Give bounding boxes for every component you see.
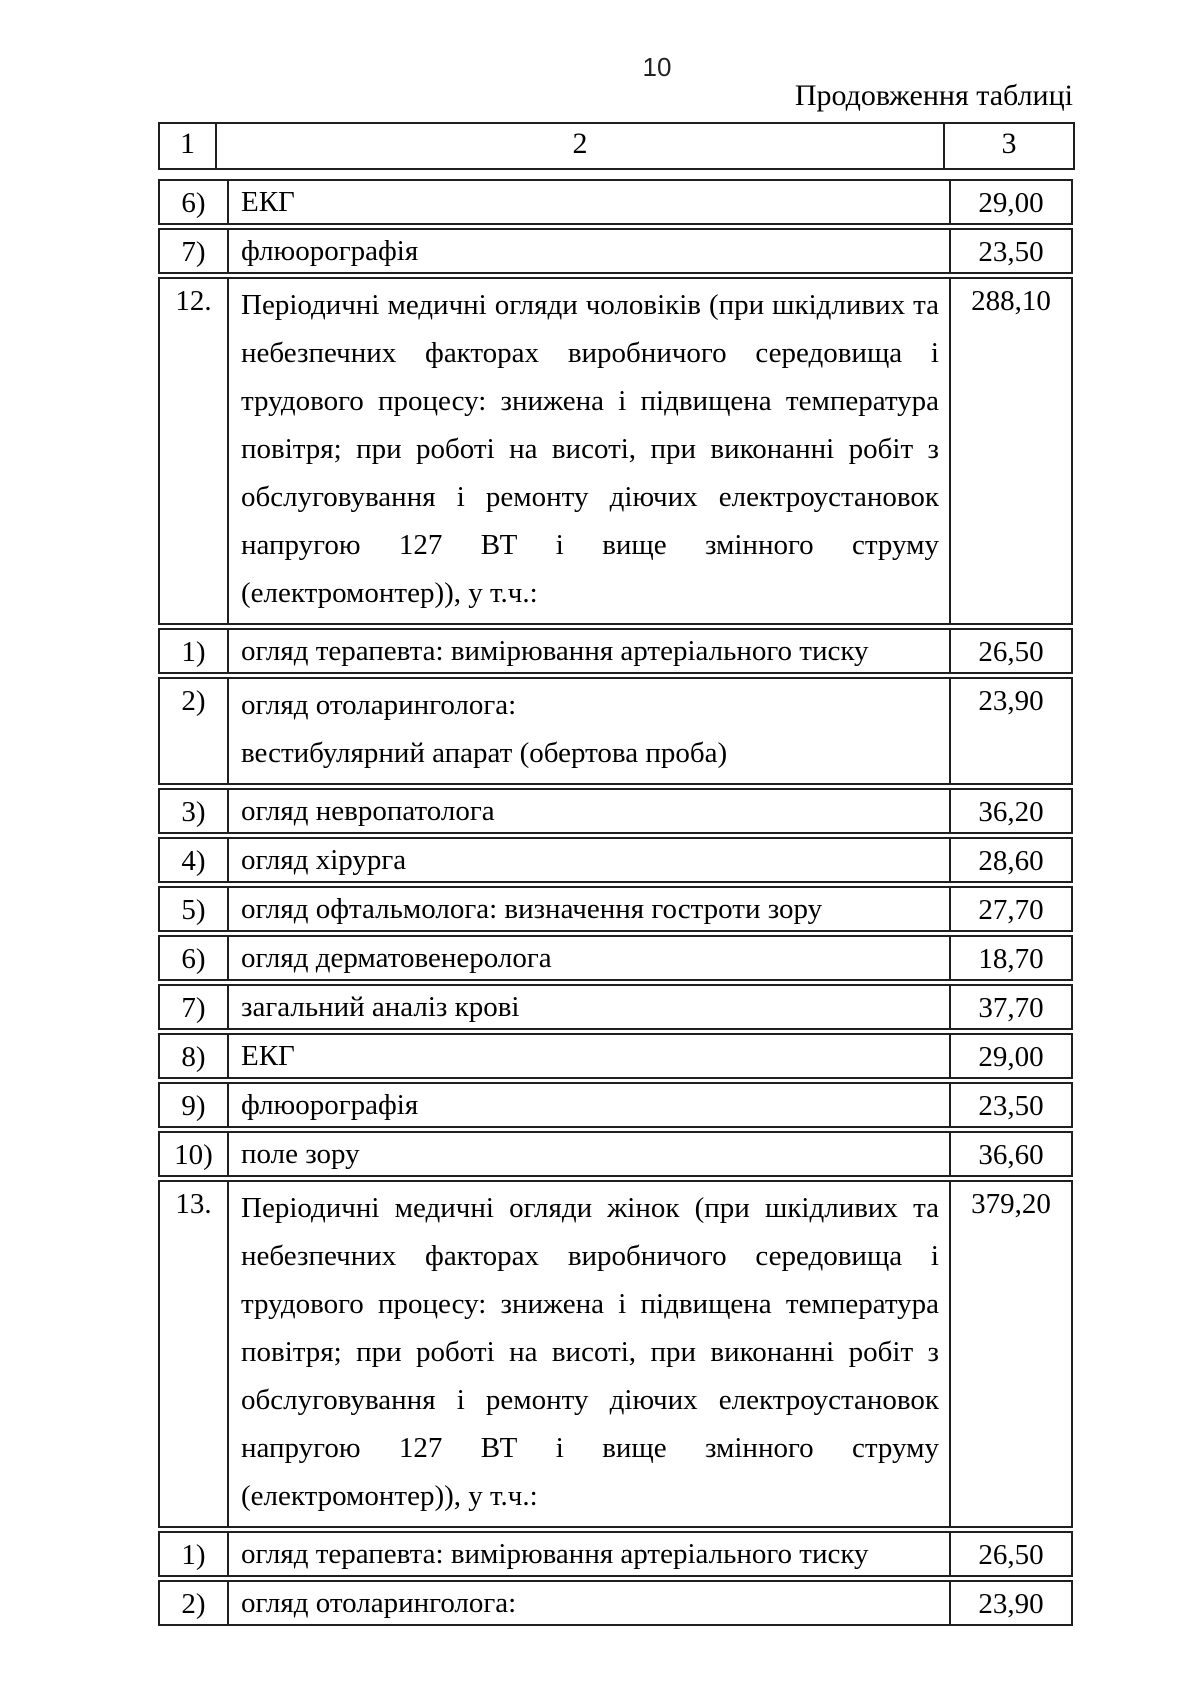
description-line: повітря; при роботі на висоті, при виконанні робіт з xyxy=(241,1336,939,1368)
service-description-cell: флюорографія xyxy=(228,228,950,274)
page-number: 10 xyxy=(642,52,672,82)
service-description-cell: ЕКГ xyxy=(228,179,950,225)
table-row xyxy=(158,277,1073,625)
service-description-cell xyxy=(228,277,950,625)
price-cell: 26,50 xyxy=(950,1531,1073,1577)
table-row xyxy=(158,1531,1073,1577)
column-index-1: 1 xyxy=(159,123,216,169)
row-number-cell: 7) xyxy=(158,228,228,274)
price-cell: 29,00 xyxy=(950,1033,1073,1079)
price-cell: 18,70 xyxy=(950,935,1073,981)
price-cell: 288,10 xyxy=(950,277,1073,625)
service-description-cell: огляд терапевта: вимірювання артеріального тиску xyxy=(228,1531,950,1577)
row-number-cell: 2) xyxy=(158,677,228,785)
service-description-cell: огляд дерматовенеролога xyxy=(228,935,950,981)
description-line: небезпечних факторах виробничого середовища і xyxy=(241,337,939,369)
price-cell: 23,90 xyxy=(950,677,1073,785)
description-line: обслуговування і ремонту діючих електроустановок xyxy=(241,481,939,513)
price-cell: 23,50 xyxy=(950,1082,1073,1128)
service-description-cell: огляд невропатолога xyxy=(228,788,950,834)
row-number-cell: 4) xyxy=(158,837,228,883)
table-row xyxy=(158,837,1073,883)
service-description-cell xyxy=(228,677,950,785)
table-row xyxy=(158,935,1073,981)
table-row xyxy=(158,628,1073,674)
service-description-cell: огляд хірурга xyxy=(228,837,950,883)
description-line: вестибулярний апарат (обертова проба) xyxy=(241,737,728,769)
price-cell: 29,00 xyxy=(950,179,1073,225)
table-row xyxy=(158,1180,1073,1528)
price-cell: 28,60 xyxy=(950,837,1073,883)
price-cell: 37,70 xyxy=(950,984,1073,1030)
row-number-cell: 10) xyxy=(158,1131,228,1177)
row-number-cell: 6) xyxy=(158,935,228,981)
price-cell: 23,50 xyxy=(950,228,1073,274)
price-cell: 36,60 xyxy=(950,1131,1073,1177)
service-description-cell: флюорографія xyxy=(228,1082,950,1128)
table-row xyxy=(158,1131,1073,1177)
description-line: напругою 127 ВТ і вище змінного струму xyxy=(241,1432,939,1464)
service-description-cell xyxy=(228,1180,950,1528)
row-number-cell: 9) xyxy=(158,1082,228,1128)
price-table-body xyxy=(158,179,1073,1626)
row-number-cell: 8) xyxy=(158,1033,228,1079)
column-index-2: 2 xyxy=(216,123,944,169)
table-continuation-caption: Продовження таблиці xyxy=(794,79,1073,112)
description-line: Періодичні медичні огляди чоловіків (при шкідливих та xyxy=(241,289,939,321)
row-number-cell: 1) xyxy=(158,1531,228,1577)
row-number-cell: 1) xyxy=(158,628,228,674)
column-index-row xyxy=(159,123,1074,169)
table-row xyxy=(158,788,1073,834)
description-line: (електромонтер)), у т.ч.: xyxy=(241,1480,538,1512)
service-description-cell: огляд офтальмолога: визначення гостроти зору xyxy=(228,886,950,932)
description-line: Періодичні медичні огляди жінок (при шкідливих та xyxy=(241,1192,939,1224)
service-description-cell: загальний аналіз крові xyxy=(228,984,950,1030)
table-row xyxy=(158,1082,1073,1128)
row-number-cell: 13. xyxy=(158,1180,228,1528)
row-number-cell: 12. xyxy=(158,277,228,625)
table-row xyxy=(158,886,1073,932)
column-index-3: 3 xyxy=(944,123,1074,169)
service-description-cell: огляд отоларинголога: xyxy=(228,1580,950,1626)
table-row xyxy=(158,1033,1073,1079)
row-number-cell: 6) xyxy=(158,179,228,225)
page-content xyxy=(158,78,1073,1629)
description-line: трудового процесу: знижена і підвищена температура xyxy=(241,1288,939,1320)
table-row xyxy=(158,677,1073,785)
price-cell: 379,20 xyxy=(950,1180,1073,1528)
service-description-cell: огляд терапевта: вимірювання артеріального тиску xyxy=(228,628,950,674)
description-line: обслуговування і ремонту діючих електроустановок xyxy=(241,1384,939,1416)
table-row xyxy=(158,1580,1073,1626)
table-row xyxy=(158,179,1073,225)
description-line: повітря; при роботі на висоті, при виконанні робіт з xyxy=(241,433,939,465)
row-number-cell: 3) xyxy=(158,788,228,834)
description-line: небезпечних факторах виробничого середовища і xyxy=(241,1240,939,1272)
service-description-cell: ЕКГ xyxy=(228,1033,950,1079)
price-cell: 26,50 xyxy=(950,628,1073,674)
price-table xyxy=(158,176,1073,1629)
description-line: огляд отоларинголога: xyxy=(241,689,517,721)
description-line: напругою 127 ВТ і вище змінного струму xyxy=(241,529,939,561)
row-number-cell: 2) xyxy=(158,1580,228,1626)
row-number-cell: 7) xyxy=(158,984,228,1030)
price-cell: 23,90 xyxy=(950,1580,1073,1626)
table-row xyxy=(158,228,1073,274)
column-index-header-table xyxy=(158,122,1075,170)
description-line: трудового процесу: знижена і підвищена температура xyxy=(241,385,939,417)
table-row xyxy=(158,984,1073,1030)
price-cell: 27,70 xyxy=(950,886,1073,932)
price-cell: 36,20 xyxy=(950,788,1073,834)
row-number-cell: 5) xyxy=(158,886,228,932)
service-description-cell: поле зору xyxy=(228,1131,950,1177)
description-line: (електромонтер)), у т.ч.: xyxy=(241,577,538,609)
